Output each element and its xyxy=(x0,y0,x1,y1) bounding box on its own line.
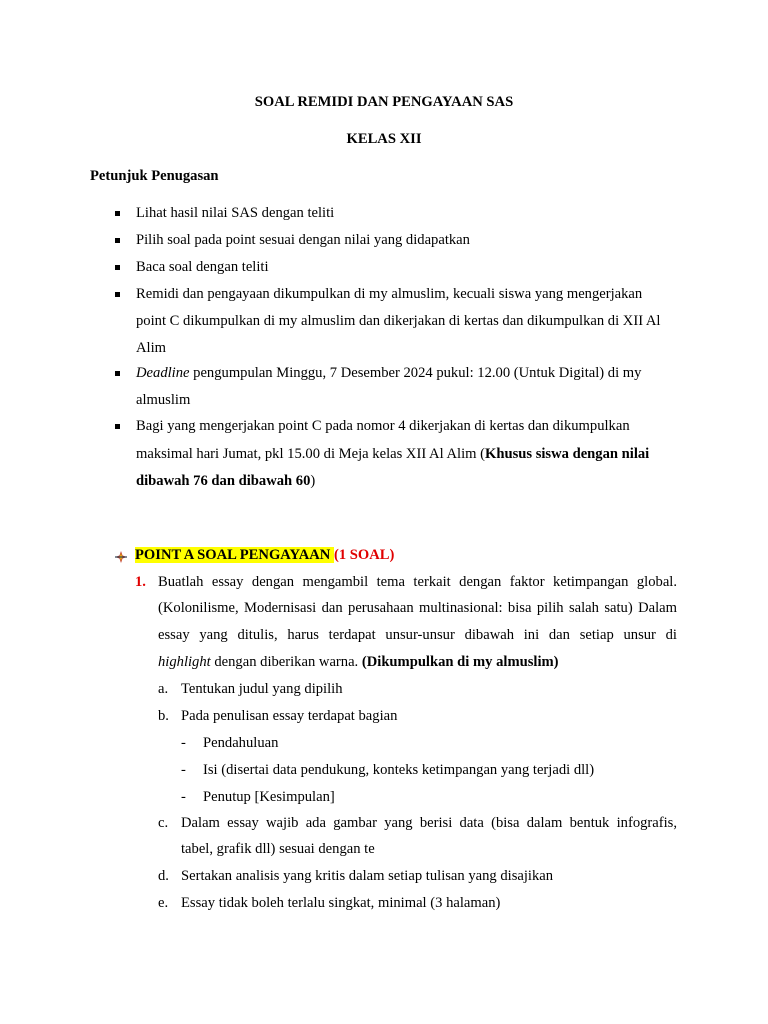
section-a-heading xyxy=(135,547,394,564)
item-c-label: c. xyxy=(158,815,169,831)
submit-note: (Dikumpulkan di my almuslim) xyxy=(361,654,559,670)
bullet-item-4-line-3: Alim xyxy=(136,340,166,356)
item-a-label: a. xyxy=(158,681,169,697)
item-e-label: e. xyxy=(158,895,169,911)
bullet-item-4-line-1: Remidi dan pengayaan dikumpulkan di my almuslim, kecuali siswa yang mengerjakan xyxy=(136,286,643,302)
question-line-4: highlight dengan diberikan warna. (Dikumpulkan di my almuslim) xyxy=(158,654,559,670)
bullet-item-6-line-3: dibawah 76 dan dibawah 60) xyxy=(136,473,316,489)
bullet-item-4-line-2: point C dikumpulkan di my almuslim dan dikerjakan di kertas dan dikumpulkan di XII Al xyxy=(136,313,661,329)
section-a-label: POINT A SOAL PENGAYAAN xyxy=(135,547,334,563)
question-number: 1. xyxy=(135,574,146,590)
bullet-marker xyxy=(115,238,120,243)
document-subtitle: KELAS XII xyxy=(346,131,422,147)
bullet-marker xyxy=(115,265,120,270)
bullet-item-6-line-1: Bagi yang mengerjakan point C pada nomor 4 dikerjakan di kertas dan dikumpulkan xyxy=(136,418,630,434)
question-line-1: Buatlah essay dengan mengambil tema terkait dengan faktor ketimpangan global. xyxy=(158,574,677,590)
item-d-text: Sertakan analisis yang kritis dalam setiap tulisan yang disajikan xyxy=(181,868,554,884)
deadline-text: pengumpulan Minggu, 7 Desember 2024 pukul: 12.00 (Untuk Digital) di my xyxy=(189,365,642,381)
sub-item-3: Penutup [Kesimpulan] xyxy=(203,789,335,805)
bullet-marker xyxy=(115,424,120,429)
bullet-marker xyxy=(115,211,120,216)
sub-item-1: Pendahuluan xyxy=(203,735,279,751)
item-c-line-1: Dalam essay wajib ada gambar yang berisi data (bisa dalam bentuk infografis, xyxy=(181,815,677,831)
bullet-item-5-line-1 xyxy=(136,365,641,382)
sub-dash: - xyxy=(181,735,186,751)
item-b-text: Pada penulisan essay terdapat bagian xyxy=(181,708,398,724)
bullet-marker xyxy=(115,292,120,297)
sub-dash: - xyxy=(181,762,186,778)
bold-note-cont: dibawah 76 dan dibawah 60 xyxy=(136,473,311,489)
bullet-marker xyxy=(115,371,120,376)
item-e-text: Essay tidak boleh terlalu singkat, minimal (3 halaman) xyxy=(181,895,501,911)
star-bullet-icon xyxy=(115,551,127,563)
question-line-3: essay yang ditulis, harus terdapat unsur-unsur dibawah ini dan setiap unsur di xyxy=(158,627,677,643)
sub-item-2: Isi (disertai data pendukung, konteks ketimpangan yang terjadi dll) xyxy=(203,762,595,778)
bullet-item-2: Pilih soal pada point sesuai dengan nilai yang didapatkan xyxy=(136,232,470,248)
section-a-count: (1 SOAL) xyxy=(333,547,395,563)
item-c-line-2: tabel, grafik dll) sesuai dengan te xyxy=(181,841,375,857)
bullet-item-5-line-2: almuslim xyxy=(136,392,191,408)
item-a-text: Tentukan judul yang dipilih xyxy=(181,681,343,697)
question-line-2: (Kolonilisme, Modernisasi dan perusahaan multinasional: bisa pilih salah satu) Dalam xyxy=(158,600,677,616)
bold-note: Khusus siswa dengan nilai xyxy=(484,446,650,462)
instructions-heading: Petunjuk Penugasan xyxy=(90,168,219,184)
item-b-label: b. xyxy=(158,708,169,724)
bullet-item-6-line-2: maksimal hari Jumat, pkl 15.00 di Meja kelas XII Al Alim (Khusus siswa dengan nilai xyxy=(136,446,650,462)
bullet-item-3: Baca soal dengan teliti xyxy=(136,259,269,275)
sub-dash: - xyxy=(181,789,186,805)
deadline-label: Deadline xyxy=(136,365,190,381)
bullet-item-1: Lihat hasil nilai SAS dengan teliti xyxy=(136,205,335,221)
item-d-label: d. xyxy=(158,868,169,884)
document-title: SOAL REMIDI DAN PENGAYAAN SAS xyxy=(254,94,514,110)
